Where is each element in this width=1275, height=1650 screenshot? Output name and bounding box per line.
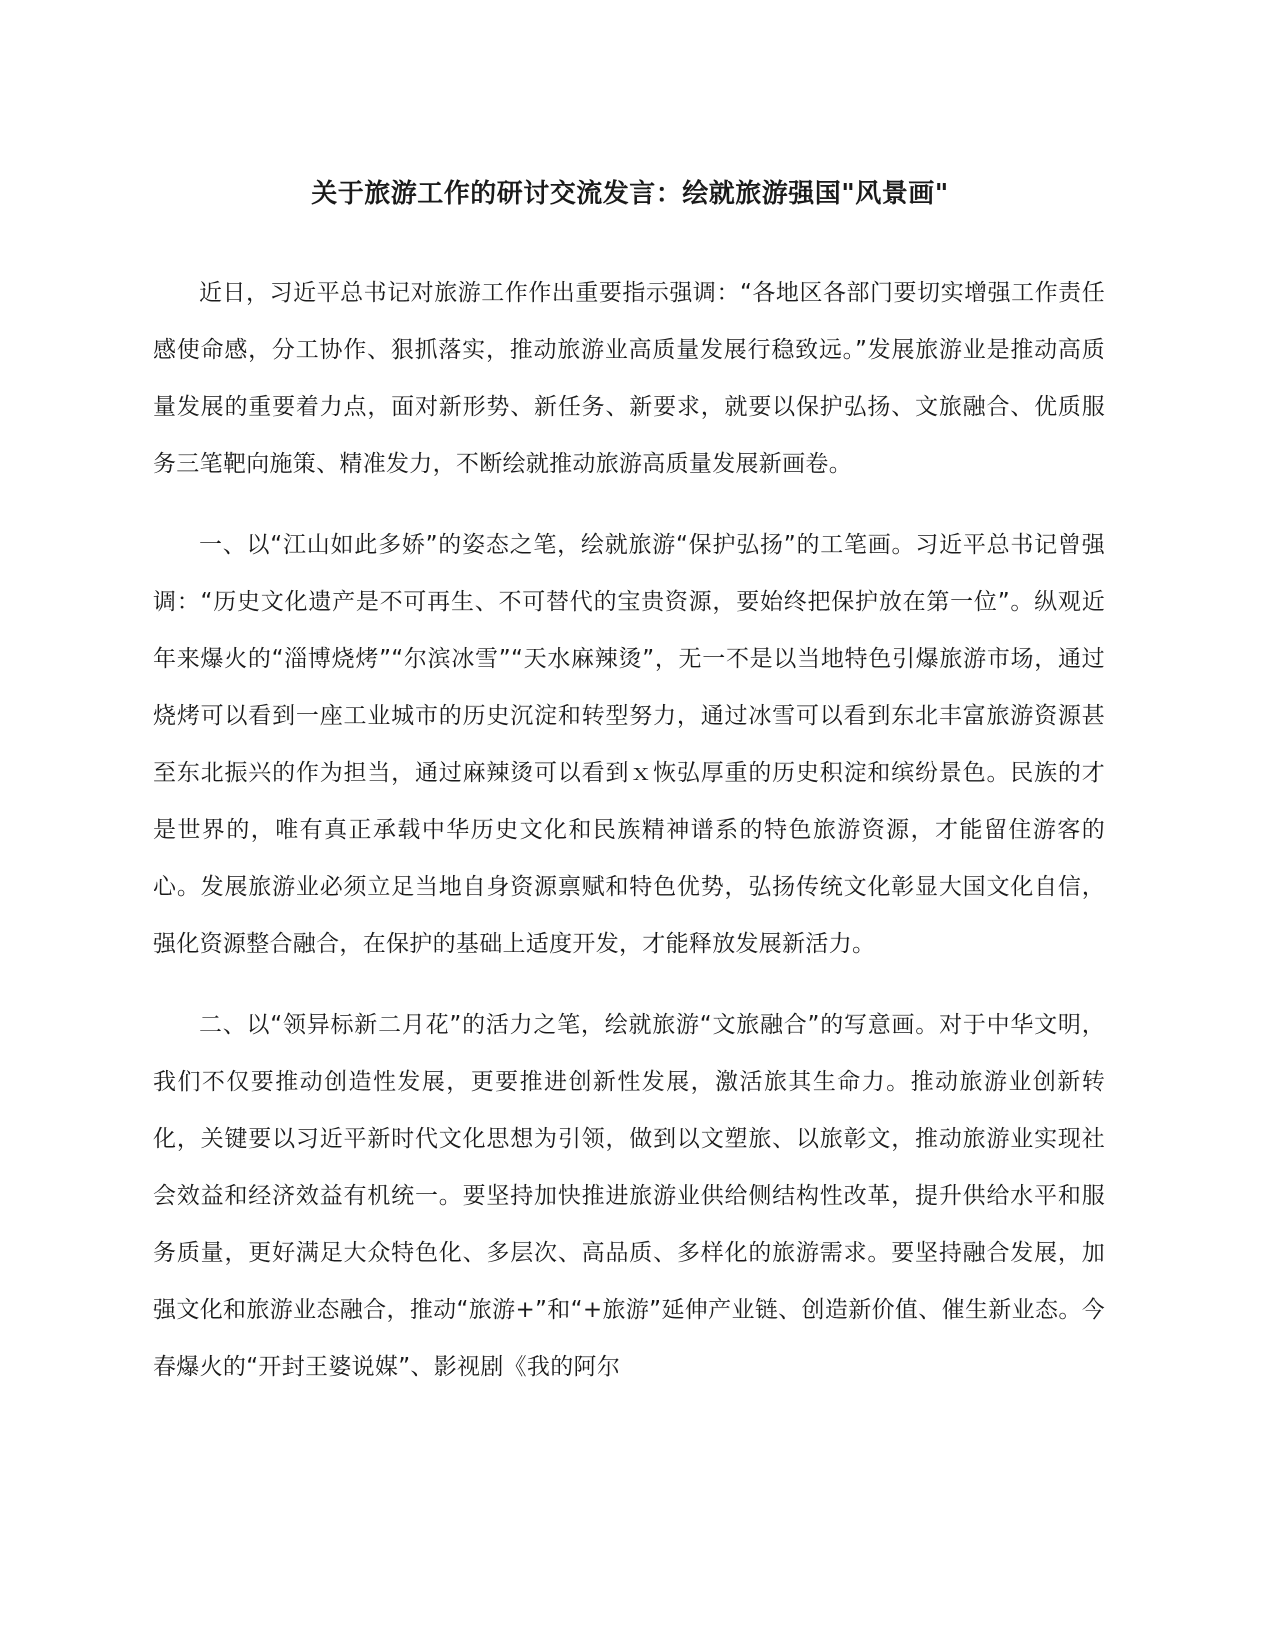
paragraph-intro: 近日，习近平总书记对旅游工作作出重要指示强调：“各地区各部门要切实增强工作责任感使命感，分工协作、狠抓落实，推动旅游业高质量发展行稳致远。”发展旅游业是推动高质量发展的重要着力点，面对新形势、新任务、新要求，就要以保护弘扬、文旅融合、优质服务三笔靶向施策、精准发力，不断绘就推动旅游高质量发展新画卷。 [153,280,1105,477]
document-title: 关于旅游工作的研讨交流发言：绘就旅游强国"风景画" [311,179,949,209]
document-body [153,265,1105,1420]
paragraph-section-one: 一、以“江山如此多娇”的姿态之笔，绘就旅游“保护弘扬”的工笔画。习近平总书记曾强调：“历史文化遗产是不可再生、不可替代的宝贵资源，要始终把保护放在第一位”。纵观近年来爆火的“淄博烧烤”“尔滨冰雪”“天水麻辣烫”，无一不是以当地特色引爆旅游市场，通过烧烤可以看到一座工业城市的历史沉淀和转型努力，通过冰雪可以看到东北丰富旅游资源甚至东北振兴的作为担当，通过麻辣烫可以看到ｘ恢弘厚重的历史积淀和缤纷景色。民族的才是世界的，唯有真正承载中华历史文化和民族精神谱系的特色旅游资源，才能留住游客的心。发展旅游业必须立足当地自身资源禀赋和特色优势，弘扬传统文化彰显大国文化自信，强化资源整合融合，在保护的基础上适度开发，才能释放发展新活力。 [153,532,1105,957]
paragraph-section-two: 二、以“领异标新二月花”的活力之笔，绘就旅游“文旅融合”的写意画。对于中华文明，我们不仅要推动创造性发展，更要推进创新性发展，激活旅其生命力。推动旅游业创新转化，关键要以习近平新时代文化思想为引领，做到以文塑旅、以旅彰文，推动旅游业实现社会效益和经济效益有机统一。要坚持加快推进旅游业供给侧结构性改革，提升供给水平和服务质量，更好满足大众特色化、多层次、高品质、多样化的旅游需求。要坚持融合发展，加强文化和旅游业态融合，推动“旅游+”和“+旅游”延伸产业链、创造新价值、催生新业态。今春爆火的“开封王婆说媒”、影视剧《我的阿尔 [153,1012,1105,1380]
